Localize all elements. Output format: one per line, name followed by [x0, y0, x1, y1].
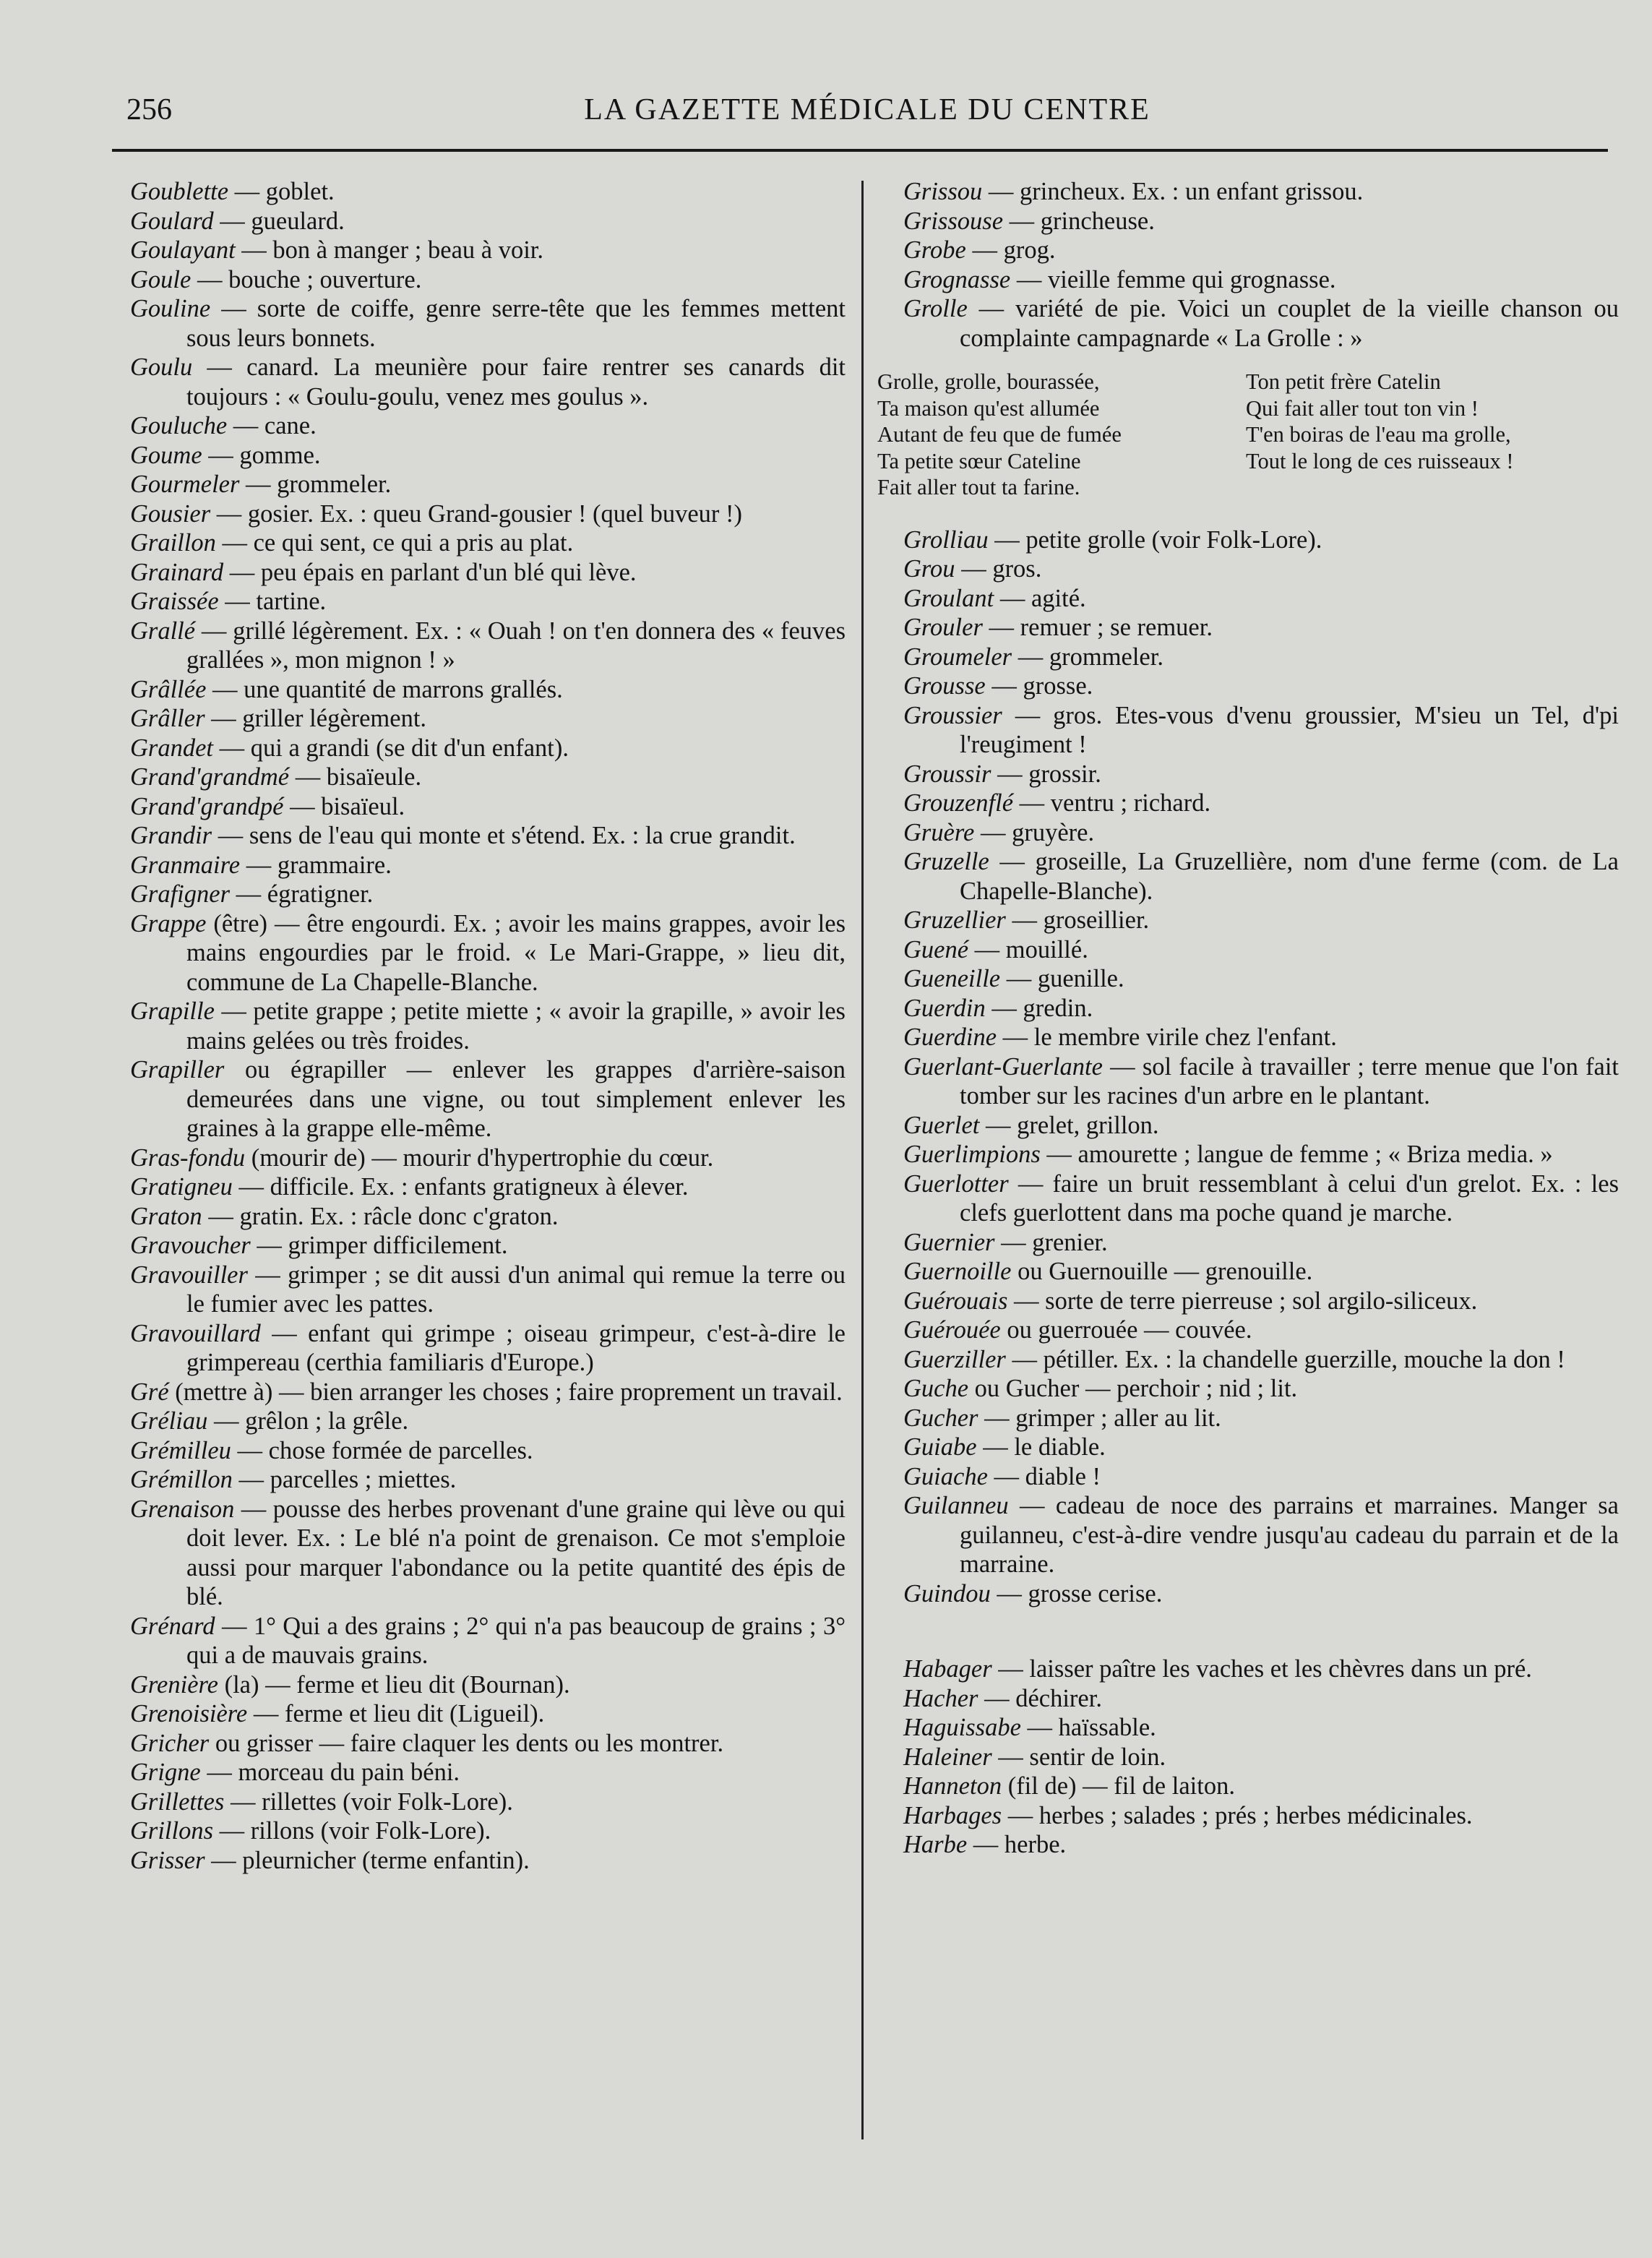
entry-headword: Gravouiller [130, 1261, 248, 1289]
entry-headword: Grémilleu [130, 1436, 231, 1464]
entry-definition: (la) — ferme et lieu dit (Bournan). [218, 1670, 570, 1699]
dictionary-entry [130, 1172, 846, 1202]
entry-definition: — grincheux. Ex. : un enfant grissou. [982, 178, 1364, 205]
entry-headword: Gravoucher [130, 1232, 251, 1259]
dictionary-entry [903, 1111, 1619, 1141]
entry-headword: Grénard [130, 1612, 215, 1640]
entry-definition: — déchirer. [978, 1684, 1102, 1712]
entry-headword: Grandet [130, 734, 213, 762]
poem-line: Ta maison qu'est allumée [877, 395, 1100, 421]
poem-column-left [877, 369, 1246, 501]
dictionary-entry [903, 1433, 1619, 1462]
entry-headword: Grâller [130, 705, 205, 732]
dictionary-entry [903, 1257, 1619, 1287]
entry-headword: Grouler [903, 614, 983, 641]
entry-headword: Gricher [130, 1729, 210, 1757]
entry-definition: — goblet. [228, 178, 335, 205]
entry-headword: Hanneton [903, 1772, 1002, 1800]
dictionary-entry [130, 1378, 846, 1407]
entry-definition: — gredin. [985, 994, 1093, 1022]
poem-line: Ton petit frère Catelin [1246, 369, 1441, 394]
dictionary-entry [903, 1228, 1619, 1258]
dictionary-entry [130, 1202, 846, 1232]
dictionary-entry [130, 1055, 846, 1143]
dictionary-entry [903, 760, 1619, 789]
entry-headword: Guené [903, 935, 969, 963]
entry-headword: Groumeler [903, 643, 1012, 671]
entry-definition: — 1° Qui a des grains ; 2° qui n'a pas beaucoup de grains ; 3° qui a de mauvais grains. [186, 1612, 846, 1669]
dictionary-entry [130, 763, 846, 792]
entry-definition: — gros. Etes-vous d'venu groussier, M'sieu un Tel, d'pi l'reugiment ! [960, 701, 1619, 758]
entry-definition: ou Guernouille — grenouille. [1011, 1258, 1313, 1285]
entry-headword: Guerlant-Guerlante [903, 1052, 1103, 1081]
dictionary-entry [903, 613, 1619, 643]
dictionary-entry [130, 1729, 846, 1759]
entry-definition: — vieille femme qui grognasse. [1010, 265, 1336, 293]
entry-definition: — pleurnicher (terme enfantin). [205, 1846, 530, 1874]
header-rule [112, 149, 1608, 152]
entry-definition: — cane. [227, 412, 317, 439]
entry-definition: — sol facile à travailler ; terre menue que l'on fait tomber sur les racines d'un arbre en le plantant. [960, 1052, 1619, 1109]
entry-definition: — faire un bruit ressemblant à celui d'un grelot. Ex. : les clefs guerlottent dans ma poche quand je marche. [960, 1169, 1619, 1227]
dictionary-entry [130, 1846, 846, 1876]
entry-definition: — grog. [965, 236, 1056, 264]
entry-headword: Guerziller [903, 1345, 1006, 1373]
entry-definition: — rillettes (voir Folk-Lore). [224, 1787, 513, 1816]
entry-definition: — chose formée de parcelles. [231, 1436, 533, 1464]
entry-definition: ou Gucher — perchoir ; nid ; lit. [968, 1375, 1298, 1402]
dictionary-entry [903, 177, 1619, 207]
entry-definition: — rillons (voir Folk-Lore). [213, 1817, 491, 1845]
poem-line: Tout le long de ces ruisseaux ! [1246, 448, 1514, 473]
dictionary-entry [130, 441, 846, 471]
entry-definition: — ventru ; richard. [1013, 789, 1211, 817]
dictionary-entry [130, 499, 846, 529]
dictionary-entry [903, 294, 1619, 353]
dictionary-entry [130, 587, 846, 617]
entry-headword: Grousse [903, 672, 986, 700]
entry-definition: — canard. La meunière pour faire rentrer ses canards dit toujours : « Goulu-goulu, venez mes goulus ». [186, 353, 846, 411]
dictionary-entry [903, 1579, 1619, 1609]
entry-headword: Grolliau [903, 525, 989, 554]
entry-headword: Grissou [903, 178, 983, 205]
dictionary-entry [130, 1231, 846, 1261]
dictionary-entry [130, 1143, 846, 1173]
dictionary-entry [130, 792, 846, 822]
entry-headword: Gucher [903, 1404, 978, 1432]
dictionary-entry [903, 1801, 1619, 1831]
dictionary-entry [130, 1816, 846, 1846]
entry-definition: — groseille, La Gruzellière, nom d'une ferme (com. de La Chapelle-Blanche). [960, 848, 1619, 905]
entry-headword: Graillon [130, 529, 216, 557]
entry-definition: (mettre à) — bien arranger les choses ; faire proprement un travail. [168, 1378, 843, 1406]
entry-headword: Gratigneu [130, 1173, 233, 1201]
entry-definition: (mourir de) — mourir d'hypertrophie du cœur. [245, 1143, 714, 1172]
dictionary-entry [903, 1684, 1619, 1714]
entry-headword: Guérouée [903, 1316, 1001, 1344]
entry-definition: — grêlon ; la grêle. [207, 1407, 409, 1435]
dictionary-entry [130, 236, 846, 265]
dictionary-entry [130, 353, 846, 411]
dictionary-entry [130, 1495, 846, 1612]
entry-definition: ou égrapiller — enlever les grappes d'arrière-saison demeurées dans une vigne, ou tout simplement enlever les graines à la grappe elle-même. [186, 1056, 846, 1142]
left-column [130, 177, 846, 1875]
entry-headword: Goume [130, 441, 202, 469]
entry-headword: Grisser [130, 1846, 205, 1874]
entry-headword: Guerdine [903, 1023, 997, 1051]
entry-definition: — bon à manger ; beau à voir. [235, 236, 543, 264]
entry-definition: — gruyère. [974, 818, 1095, 846]
dictionary-entry [130, 617, 846, 675]
poem-line: Grolle, grolle, bourassée, [877, 369, 1100, 394]
entry-definition: — sorte de coiffe, genre serre-tête que les femmes mettent sous leurs bonnets. [186, 295, 846, 352]
entry-headword: Grapille [130, 997, 215, 1025]
dictionary-entry [130, 1612, 846, 1670]
dictionary-entry [903, 525, 1619, 555]
entry-headword: Grandir [130, 822, 212, 849]
poem-column-right [1246, 369, 1614, 501]
entry-headword: Grenoisière [130, 1700, 248, 1727]
dictionary-entry [903, 906, 1619, 935]
entry-headword: Grillons [130, 1817, 214, 1845]
dictionary-entry [130, 880, 846, 909]
dictionary-entry [130, 1670, 846, 1700]
entry-definition: — grimper difficilement. [250, 1232, 508, 1259]
entry-definition: — gratin. Ex. : râcle donc c'graton. [202, 1202, 559, 1230]
entry-headword: Grillettes [130, 1787, 225, 1816]
right-h-entries [903, 1654, 1619, 1860]
dictionary-entry [903, 584, 1619, 614]
entry-headword: Haleiner [903, 1743, 992, 1771]
right-g-entries [903, 525, 1619, 1609]
entry-headword: Gruzelle [903, 848, 989, 875]
entry-headword: Guernoille [903, 1258, 1012, 1285]
dictionary-entry [903, 207, 1619, 236]
dictionary-entry [130, 265, 846, 295]
dictionary-entry [130, 470, 846, 499]
entry-headword: Gras-fondu [130, 1143, 246, 1172]
entry-definition: — grenier. [994, 1228, 1108, 1256]
entry-definition: — laisser paître les vaches et les chèvres dans un pré. [991, 1655, 1532, 1683]
entry-definition: (fil de) — fil de laiton. [1002, 1772, 1235, 1800]
entry-headword: Groussir [903, 760, 991, 788]
entry-definition: — sens de l'eau qui monte et s'étend. Ex. : la crue grandit. [212, 822, 796, 849]
entry-headword: Goulayant [130, 236, 236, 264]
entry-definition: ou grisser — faire claquer les dents ou les montrer. [209, 1729, 724, 1757]
entry-definition: — le diable. [976, 1433, 1106, 1461]
entry-headword: Groussier [903, 701, 1002, 729]
entry-headword: Groulant [903, 584, 994, 612]
dictionary-entry [903, 1713, 1619, 1743]
entry-headword: Grigne [130, 1759, 201, 1786]
entry-headword: Gourmeler [130, 471, 240, 498]
entry-headword: Hacher [903, 1684, 978, 1712]
entry-definition: — gomme. [202, 441, 321, 469]
entry-headword: Guerlimpions [903, 1141, 1041, 1168]
dictionary-entry [130, 1261, 846, 1319]
entry-definition: — le membre virile chez l'enfant. [997, 1023, 1337, 1051]
dictionary-entry [130, 177, 846, 207]
entry-definition: — gueulard. [213, 207, 345, 235]
dictionary-entry [903, 818, 1619, 848]
entry-definition: — grimper ; se dit aussi d'un animal qui remue la terre ou le fumier avec les pattes. [186, 1261, 846, 1318]
entry-definition: — égratigner. [230, 880, 374, 908]
dictionary-entry [130, 1787, 846, 1817]
entry-headword: Grolle [903, 295, 968, 322]
poem-line: Ta petite sœur Cateline [877, 448, 1081, 473]
entry-definition: — grimper ; aller au lit. [978, 1404, 1221, 1432]
entry-headword: Guilanneu [903, 1492, 1009, 1519]
dictionary-entry [130, 909, 846, 997]
dictionary-entry [903, 1345, 1619, 1375]
entry-headword: Guérouais [903, 1287, 1008, 1315]
entry-definition: — grelet, grillon. [979, 1111, 1159, 1139]
poem-line: Fait aller tout ta farine. [877, 475, 1080, 499]
dictionary-entry [903, 265, 1619, 295]
entry-headword: Gueneille [903, 965, 1001, 992]
entry-definition: — parcelles ; miettes. [232, 1466, 457, 1493]
dictionary-entry [130, 1407, 846, 1436]
entry-definition: — grommeler. [1012, 643, 1163, 671]
dictionary-entry [130, 528, 846, 558]
entry-definition: (être) — être engourdi. Ex. ; avoir les mains grappes, avoir les mains engourdies par le froid. « Le Mari-Grappe, » lieu dit, commune de La Chapelle-Blanche. [186, 909, 846, 996]
dictionary-entry [903, 1743, 1619, 1772]
dictionary-entry [903, 1462, 1619, 1492]
entry-definition: — difficile. Ex. : enfants gratigneux à élever. [232, 1173, 689, 1201]
dictionary-entry [130, 1319, 846, 1378]
entry-definition: — amourette ; langue de femme ; « Briza media. » [1040, 1141, 1553, 1168]
entry-definition: — grincheuse. [1003, 207, 1155, 235]
dictionary-entry [130, 1465, 846, 1495]
entry-headword: Grenaison [130, 1495, 235, 1523]
poem-line: T'en boiras de l'eau ma grolle, [1246, 422, 1511, 447]
dictionary-entry [903, 789, 1619, 818]
dictionary-entry [130, 851, 846, 880]
entry-definition: — ce qui sent, ce qui a pris au plat. [215, 529, 574, 557]
entry-headword: Grognasse [903, 265, 1011, 293]
entry-definition: — pétiller. Ex. : la chandelle guerzille, mouche la don ! [1005, 1345, 1565, 1373]
entry-definition: — gosier. Ex. : queu Grand-gousier ! (quel buveur !) [210, 499, 742, 528]
entry-headword: Goulu [130, 353, 193, 381]
dictionary-entry [903, 994, 1619, 1023]
dictionary-entry [130, 704, 846, 734]
dictionary-entry [903, 236, 1619, 265]
entry-definition: — qui a grandi (se dit d'un enfant). [213, 734, 569, 762]
entry-definition: — petite grolle (voir Folk-Lore). [988, 525, 1322, 554]
dictionary-entry [903, 964, 1619, 994]
poem [877, 369, 1619, 501]
dictionary-entry [903, 643, 1619, 672]
dictionary-entry [903, 1169, 1619, 1228]
running-title: LA GAZETTE MÉDICALE DU CENTRE [584, 93, 1150, 126]
dictionary-entry [130, 997, 846, 1055]
entry-definition: — guenille. [1000, 965, 1124, 992]
entry-definition: — grillé légèrement. Ex. : « Ouah ! on t'en donnera des « feuves grallées », mon mignon ! » [186, 617, 846, 674]
entry-headword: Haguissabe [903, 1714, 1021, 1741]
dictionary-entry [903, 935, 1619, 965]
entry-definition: — diable ! [987, 1462, 1101, 1490]
entry-definition: — peu épais en parlant d'un blé qui lève. [223, 558, 637, 586]
dictionary-entry [903, 1772, 1619, 1801]
entry-definition: — grammaire. [240, 851, 392, 879]
entry-headword: Habager [903, 1655, 992, 1683]
entry-headword: Grand'grandpé [130, 792, 284, 820]
entry-headword: Guerlet [903, 1111, 980, 1139]
entry-headword: Guerlotter [903, 1169, 1009, 1198]
entry-headword: Grand'grandmé [130, 763, 290, 791]
entry-headword: Guernier [903, 1228, 995, 1256]
entry-definition: — herbe. [967, 1831, 1067, 1858]
poem-line: Autant de feu que de fumée [877, 422, 1122, 447]
entry-headword: Gruère [903, 818, 975, 846]
entry-headword: Gruzellier [903, 906, 1006, 934]
entry-headword: Grapiller [130, 1056, 225, 1083]
entry-headword: Grafigner [130, 880, 230, 908]
entry-headword: Guindou [903, 1579, 991, 1607]
dictionary-entry [903, 701, 1619, 760]
entry-definition: — grosse cerise. [990, 1579, 1163, 1607]
entry-definition: — morceau du pain béni. [200, 1759, 460, 1786]
entry-headword: Goublette [130, 178, 229, 205]
dictionary-entry [903, 847, 1619, 906]
dictionary-entry [130, 734, 846, 763]
entry-headword: Granmaire [130, 851, 241, 879]
dictionary-entry [903, 1830, 1619, 1860]
entry-definition: — haïssable. [1020, 1714, 1156, 1741]
entry-definition: — pousse des herbes provenant d'une graine qui lève ou qui doit lever. Ex. : Le blé n'a point de grenaison. Ce mot s'emploie aussi pour marquer l'abondance ou la petite quantité des épis de blé. [186, 1495, 846, 1610]
entry-headword: Gouline [130, 295, 211, 322]
page-header [126, 93, 1608, 136]
column-divider [861, 181, 864, 2139]
entry-headword: Grouzenflé [903, 789, 1014, 817]
dictionary-entry [903, 1404, 1619, 1433]
dictionary-entry [130, 207, 846, 236]
entry-definition: — grosse. [985, 672, 1093, 700]
entry-definition: — tartine. [218, 588, 327, 615]
entry-definition: — sorte de terre pierreuse ; sol argilo-siliceux. [1007, 1287, 1478, 1315]
dictionary-entry [903, 554, 1619, 584]
poem-line: Qui fait aller tout ton vin ! [1246, 395, 1479, 421]
entry-definition: — agité. [994, 584, 1086, 612]
entry-definition: — cadeau de noce des parrains et marraines. Manger sa guilanneu, c'est-à-dire vendre jusqu'au cadeau du parrain et de la marraine. [960, 1492, 1619, 1578]
entry-definition: ou guerrouée — couvée. [1000, 1316, 1252, 1344]
dictionary-entry [130, 821, 846, 851]
entry-headword: Graissée [130, 588, 219, 615]
entry-headword: Harbe [903, 1831, 968, 1858]
entry-headword: Goule [130, 265, 192, 293]
entry-headword: Guche [903, 1375, 969, 1402]
entry-definition: — remuer ; se remuer. [982, 614, 1213, 641]
dictionary-entry [130, 675, 846, 705]
entry-definition: — bisaïeule. [289, 763, 422, 791]
dictionary-entry [903, 1052, 1619, 1111]
entry-headword: Grissouse [903, 207, 1004, 235]
entry-definition: — petite grappe ; petite miette ; « avoir la grapille, » avoir les mains gelées ou très froides. [186, 997, 846, 1055]
dictionary-entry [903, 1315, 1619, 1345]
dictionary-entry [130, 294, 846, 353]
dictionary-entry [130, 1758, 846, 1787]
entry-definition: — herbes ; salades ; prés ; herbes médicinales. [1002, 1801, 1473, 1829]
entry-definition: — bouche ; ouverture. [191, 265, 422, 293]
entry-headword: Gréliau [130, 1407, 208, 1435]
entry-definition: — grommeler. [239, 471, 392, 498]
entry-definition: — mouillé. [968, 935, 1088, 963]
dictionary-entry [130, 1699, 846, 1729]
dictionary-entry [903, 1374, 1619, 1404]
entry-headword: Grobe [903, 236, 966, 264]
right-column [877, 177, 1619, 1860]
entry-headword: Guiache [903, 1462, 988, 1490]
dictionary-entry [903, 1140, 1619, 1169]
entry-headword: Goulard [130, 207, 214, 235]
entry-headword: Graton [130, 1202, 202, 1230]
entry-definition: — sentir de loin. [991, 1743, 1166, 1771]
dictionary-entry [903, 671, 1619, 701]
entry-headword: Gré [130, 1378, 169, 1406]
entry-headword: Grappe [130, 909, 207, 937]
entry-definition: — grossir. [991, 760, 1101, 788]
entry-headword: Grémillon [130, 1466, 233, 1493]
entry-definition: — variété de pie. Voici un couplet de la vieille chanson ou complainte campagnarde « La Grolle : » [960, 295, 1619, 352]
right-top-entries [903, 177, 1619, 353]
dictionary-entry [903, 1491, 1619, 1579]
entry-headword: Grenière [130, 1670, 218, 1699]
entry-headword: Harbages [903, 1801, 1002, 1829]
entry-headword: Guerdin [903, 994, 986, 1022]
entry-headword: Grou [903, 555, 955, 583]
dictionary-entry [130, 411, 846, 441]
entry-definition: — groseillier. [1005, 906, 1150, 934]
dictionary-entry [130, 1436, 846, 1466]
entry-definition: — griller légèrement. [205, 705, 427, 732]
dictionary-entry [903, 1023, 1619, 1052]
entry-definition: — enfant qui grimpe ; oiseau grimpeur, c'est-à-dire le grimpereau (certhia familiaris d'Europe.) [186, 1319, 846, 1376]
entry-headword: Grâllée [130, 675, 207, 703]
dictionary-entry [903, 1287, 1619, 1316]
page-number: 256 [126, 93, 172, 126]
entry-definition: — bisaïeul. [283, 792, 405, 820]
entry-definition: — ferme et lieu dit (Ligueil). [247, 1700, 545, 1727]
entry-headword: Guiabe [903, 1433, 977, 1461]
entry-headword: Gouluche [130, 412, 228, 439]
dictionary-entry [130, 558, 846, 588]
dictionary-entry [903, 1654, 1619, 1684]
entry-headword: Gousier [130, 499, 211, 528]
entry-headword: Grainard [130, 558, 224, 586]
entry-headword: Grallé [130, 617, 196, 645]
entry-definition: — gros. [955, 555, 1042, 583]
entry-headword: Gravouillard [130, 1319, 261, 1347]
entry-definition: — une quantité de marrons grallés. [206, 675, 563, 703]
section-gap [903, 1608, 1619, 1654]
